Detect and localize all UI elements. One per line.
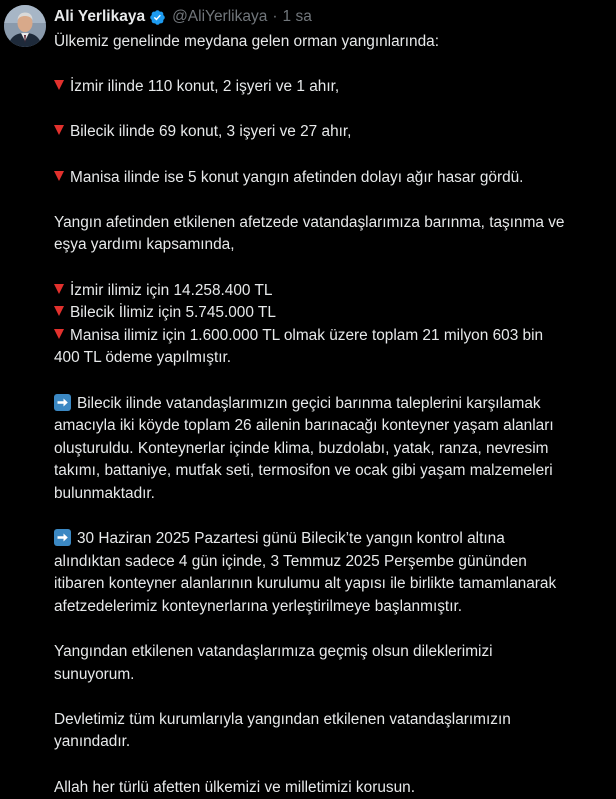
avatar-photo bbox=[4, 5, 46, 47]
tweet-line: eşya yardımı kapsamında, bbox=[54, 236, 235, 254]
tweet-text bbox=[54, 31, 610, 799]
damage-item: Manisa ilinde ise 5 konut yangın afetinden dolayı ağır hasar gördü. bbox=[54, 167, 610, 190]
red-triangle-icon bbox=[54, 80, 64, 90]
tweet-line: takımı, battaniye, mutfak seti, termosifon ve ocak gibi yaşam malzemeleri bbox=[54, 462, 553, 480]
tweet-line: amacıyla iki köyde toplam 26 ailenin barınacağı konteyner yaşam alanları bbox=[54, 417, 554, 435]
tweet-line: Devletimiz tüm kurumlarıyla yangından etkilenen vatandaşlarımızın bbox=[54, 710, 511, 728]
tweet-line: yanındadır. bbox=[54, 733, 131, 751]
tweet-line: afetzedelerimiz konteynerlarına yerleştirilmeye başlanmıştır. bbox=[54, 597, 463, 615]
author-handle[interactable]: @AliYerlikaya bbox=[172, 8, 268, 25]
damage-item: Bilecik ilinde 69 konut, 3 işyeri ve 27 ahır, bbox=[54, 121, 610, 144]
author-name[interactable]: Ali Yerlikaya bbox=[54, 8, 146, 25]
right-arrow-icon bbox=[54, 394, 71, 411]
header-separator: · bbox=[272, 8, 278, 25]
tweet-line: oluşturuldu. Konteynerlar içinde klima, buzdolabı, yatak, ranza, nevresim bbox=[54, 439, 549, 457]
tweet-timestamp[interactable]: 1 sa bbox=[282, 8, 312, 25]
payment-item: Manisa ilimiz için 1.600.000 TL olmak üzere toplam 21 milyon 603 bin bbox=[54, 325, 610, 348]
tweet-header bbox=[54, 6, 312, 28]
red-triangle-icon bbox=[54, 125, 64, 135]
container-paragraph: Bilecik ilinde vatandaşlarımızın geçici barınma taleplerini karşılamak bbox=[54, 393, 610, 416]
red-triangle-icon bbox=[54, 306, 64, 316]
red-triangle-icon bbox=[54, 171, 64, 181]
tweet-line: bulunmaktadır. bbox=[54, 484, 155, 502]
damage-item: İzmir ilinde 110 konut, 2 işyeri ve 1 ahır, bbox=[54, 76, 610, 99]
tweet-line: Allah her türlü afetten ülkemizi ve milletimizi korusun. bbox=[54, 778, 415, 796]
payment-item: Bilecik İlimiz için 5.745.000 TL bbox=[54, 302, 610, 325]
tweet-line: itibaren konteyner alanlarının kurulumu alt yapısı ile birlikte tamamlanarak bbox=[54, 575, 557, 593]
tweet-line: alındıktan sadece 4 gün içinde, 3 Temmuz 2025 Perşembe gününden bbox=[54, 552, 527, 570]
tweet-line: Yangından etkilenen vatandaşlarımıza geçmiş olsun dileklerimizi bbox=[54, 643, 493, 661]
tweet-line: sunuyorum. bbox=[54, 665, 135, 683]
avatar[interactable] bbox=[4, 5, 46, 47]
tweet-line: Ülkemiz genelinde meydana gelen orman yangınlarında: bbox=[54, 33, 439, 50]
payment-item: İzmir ilimiz için 14.258.400 TL bbox=[54, 280, 610, 303]
tweet-line: Yangın afetinden etkilenen afetzede vatandaşlarımıza barınma, taşınma ve bbox=[54, 213, 565, 231]
right-arrow-icon bbox=[54, 529, 71, 546]
tweet-line: 400 TL ödeme yapılmıştır. bbox=[54, 349, 232, 367]
timeline-paragraph: 30 Haziran 2025 Pazartesi günü Bilecik’te yangın kontrol altına bbox=[54, 528, 610, 551]
red-triangle-icon bbox=[54, 329, 64, 339]
red-triangle-icon bbox=[54, 284, 64, 294]
verified-badge-icon bbox=[149, 9, 166, 26]
